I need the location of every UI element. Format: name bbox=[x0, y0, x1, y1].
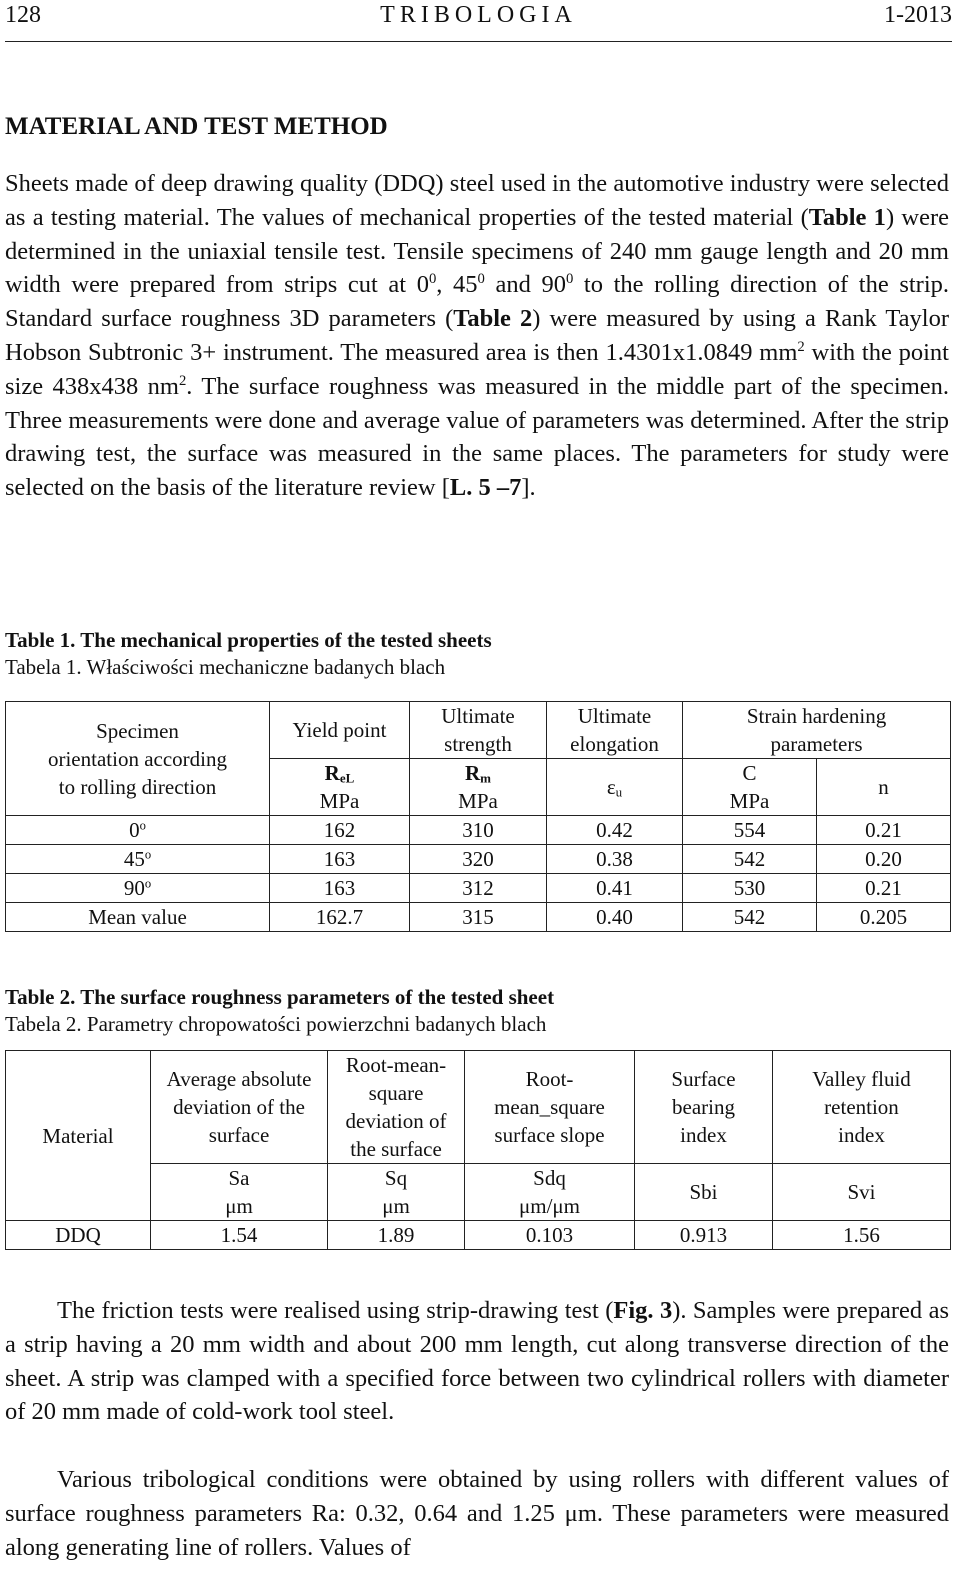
header-c: C MPa bbox=[683, 759, 817, 816]
header-ultimate-elongation: Ultimate elongation bbox=[547, 702, 683, 759]
table-row: DDQ 1.54 1.89 0.103 0.913 1.56 bbox=[6, 1221, 951, 1250]
header-orientation: Specimen orientation according to rolling direction bbox=[6, 702, 270, 816]
journal-title: TRIBOLOGIA bbox=[380, 2, 577, 28]
page-number: 128 bbox=[5, 2, 41, 28]
header-svi-desc: Valley fluid retention index bbox=[773, 1051, 951, 1164]
issue-label: 1-2013 bbox=[884, 2, 952, 28]
header-ultimate-strength: Ultimate strength bbox=[410, 702, 547, 759]
table-row: 0$^o$ 162 310 0.42 554 0.21 bbox=[6, 816, 951, 845]
header-yield: Yield point bbox=[270, 702, 410, 759]
header-sq: Sq μm bbox=[328, 1164, 465, 1221]
header-r-el: $R_{eL}$ MPa bbox=[270, 759, 410, 816]
header-r-m: $R_m$ MPa bbox=[410, 759, 547, 816]
header-sdq-desc: Root- mean_square surface slope bbox=[465, 1051, 635, 1164]
paragraph-materials: Sheets made of deep drawing quality (DDQ) steel used in the automotive industry were selected as a testing material. The values of mechanical properties of the tested material (Table 1) were determined in the uniaxial tensile test. Tensile specimens of 240 mm gauge length and 20 mm width were prepared from strips cut at $0^0$, $45^0$ and $90^0$ to the rolling direction of the strip. Standard surface roughness 3D parameters (Table 2) were measured by using a Rank Taylor Hobson Subtronic 3+ instrument. The measured area is then 1.4301x1.0849 $mm^2$ with the point size 438x438 $nm^2$. The surface roughness was measured in the middle part of the specimen. Three measurements were done and average value of parameters was determined. After the strip drawing test, the surface was measured in the same places. The parameters for study were selected on the basis of the literature review [L. 5 –7]. bbox=[5, 170, 949, 502]
header-epsilon-u: $\varepsilon_u$ bbox=[547, 759, 683, 816]
page-header bbox=[5, 0, 952, 44]
table1-reference[interactable]: Table 1 bbox=[808, 203, 886, 231]
header-svi: Svi bbox=[773, 1164, 951, 1221]
section-heading: MATERIAL AND TEST METHOD bbox=[5, 113, 388, 140]
table2-caption-en: Table 2. The surface roughness parameters of the tested sheet bbox=[5, 985, 555, 1009]
mechanical-properties-table bbox=[5, 701, 951, 932]
table1-caption-pl: Tabela 1. Właściwości mechaniczne badanych blach bbox=[5, 655, 446, 679]
header-n: n bbox=[817, 759, 951, 816]
table2-caption-pl: Tabela 2. Parametry chropowatości powierzchni badanych blach bbox=[5, 1012, 547, 1036]
header-strain-hardening: Strain hardening parameters bbox=[683, 702, 951, 759]
literature-reference[interactable]: L. 5 –7 bbox=[449, 474, 522, 502]
header-material: Material bbox=[6, 1051, 151, 1221]
table-row-mean: Mean value 162.7 315 0.40 542 0.205 bbox=[6, 903, 951, 932]
paragraph-tribological-conditions: Various tribological conditions were obtained by using rollers with different values of surface roughness parameters Ra: 0.32, 0.64 and 1.25 μm. These parameters were measured along generating line of rollers. Values of bbox=[5, 1466, 949, 1561]
header-sdq: Sdq μm/μm bbox=[465, 1164, 635, 1221]
header-sq-desc: Root-mean- square deviation of the surface bbox=[328, 1051, 465, 1164]
surface-roughness-table bbox=[5, 1050, 951, 1250]
table2-reference[interactable]: Table 2 bbox=[453, 305, 533, 333]
header-sa-desc: Average absolute deviation of the surface bbox=[151, 1051, 328, 1164]
table-row: 45$^o$ 163 320 0.38 542 0.20 bbox=[6, 845, 951, 874]
header-sbi-desc: Surface bearing index bbox=[635, 1051, 773, 1164]
paragraph-friction-tests: The friction tests were realised using strip-drawing test (Fig. 3). Samples were prepared as a strip having a 20 mm width and about 200 mm length, cut along transverse direction of the sheet. A strip was clamped with a specified force between two cylindrical rollers with diameter of 20 mm made of cold-work tool steel. bbox=[5, 1297, 949, 1426]
header-sa: Sa μm bbox=[151, 1164, 328, 1221]
table1-caption-en: Table 1. The mechanical properties of the tested sheets bbox=[5, 628, 492, 652]
header-sbi: Sbi bbox=[635, 1164, 773, 1221]
table-row: 90$^o$ 163 312 0.41 530 0.21 bbox=[6, 874, 951, 903]
figure3-reference[interactable]: Fig. 3 bbox=[613, 1297, 673, 1324]
header-rule bbox=[5, 41, 952, 42]
